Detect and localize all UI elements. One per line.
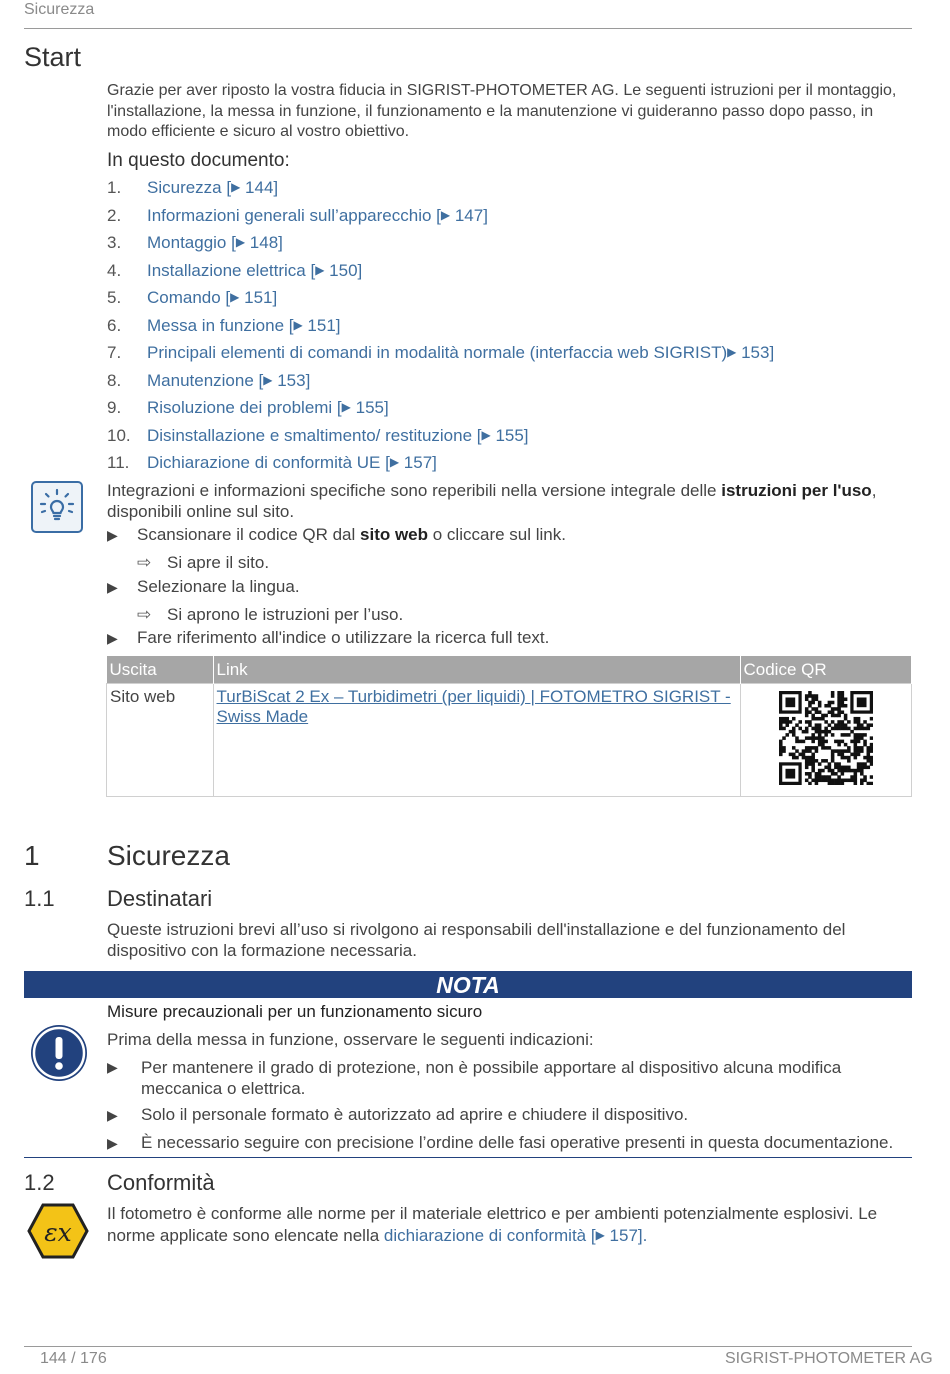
toc-item[interactable] <box>107 426 907 454</box>
page-pointer-icon: ▶ <box>440 207 451 222</box>
triangle-bullet-icon: ▶ <box>107 1135 118 1151</box>
subsection-title: Conformità <box>107 1170 215 1195</box>
qr-code-icon[interactable] <box>779 691 873 785</box>
destinatari-paragraph: Queste istruzioni brevi all’uso si rivolgono ai responsabili dell'installazione e del funzionamento del dispositivo con la formazione necessaria. <box>107 920 846 960</box>
toc-item[interactable] <box>107 233 907 261</box>
step-item: ▶ Selezionare la lingua. <box>107 577 300 596</box>
toc-link[interactable]: Sicurezza [▶ 144] <box>147 178 279 197</box>
section-number: 1 <box>24 840 40 871</box>
page-pointer-icon: ▶ <box>235 235 246 249</box>
page-pointer-icon: ▶ <box>389 455 400 469</box>
table-row <box>107 684 912 797</box>
toc-number: 1. <box>107 178 122 197</box>
toc-number: 5. <box>107 288 122 307</box>
page-number: 144 / 176 <box>40 1350 107 1367</box>
toc-item[interactable] <box>107 178 907 206</box>
exclamation-warning-icon <box>31 1025 87 1081</box>
cell-qr <box>740 684 912 797</box>
ex-atex-icon <box>27 1203 89 1264</box>
cell-link <box>213 684 740 797</box>
triangle-bullet-icon: ▶ <box>107 1107 118 1123</box>
subsection-number: 1.2 <box>24 1170 55 1195</box>
step-item: ▶ Fare riferimento all'indice o utilizzare la ricerca full text. <box>107 628 550 647</box>
footer-company: SIGRIST-PHOTOMETER AG <box>725 1350 933 1367</box>
nota-item: ▶ Per mantenere il grado di protezione, non è possibile apportare al dispositivo alcuna modifica meccanica o elettrica. <box>107 1058 842 1098</box>
page-pointer-icon: ▶ <box>727 345 737 359</box>
website-link[interactable]: TurBiScat 2 Ex – Turbidimetri (per liquidi) | FOTOMETRO SIGRIST - Swiss Made <box>216 687 731 726</box>
toc-number: 6. <box>107 315 122 335</box>
toc-link[interactable]: Installazione elettrica [▶ 150] <box>147 260 363 280</box>
column-header-uscita: Uscita <box>107 656 214 684</box>
cell-uscita: Sito web <box>107 684 214 797</box>
toc-link[interactable]: Comando [▶ 151] <box>147 288 278 307</box>
nota-subtitle: Misure precauzionali per un funzionamento sicuro <box>107 1002 483 1021</box>
nota-banner: NOTA <box>24 971 912 998</box>
page-pointer-icon: ▶ <box>293 317 303 332</box>
toc-number: 7. <box>107 343 122 362</box>
table-of-contents <box>107 178 907 481</box>
result-arrow-icon: ⇨ <box>137 553 152 572</box>
page-pointer-icon: ▶ <box>595 1227 605 1242</box>
running-header: Sicurezza <box>24 1 95 18</box>
result-item: ⇨ Si apre il sito. <box>137 553 270 572</box>
toc-number: 8. <box>107 370 122 390</box>
triangle-bullet-icon: ▶ <box>107 630 118 646</box>
nota-item: ▶ È necessario seguire con precisione l’ordine delle fasi operative presenti in questa documentazione. <box>107 1133 894 1152</box>
subsection-title: Destinatari <box>107 886 213 911</box>
start-heading: Start <box>24 42 82 72</box>
toc-number: 2. <box>107 205 122 225</box>
toc-item[interactable] <box>107 343 907 371</box>
toc-item[interactable] <box>107 206 907 234</box>
intro-paragraph: Grazie per aver riposto la vostra fiducia in SIGRIST-PHOTOMETER AG. Le seguenti istruzioni per il montaggio, l'installazione, la messa in funzione, il funzionamento e la manutenzione vi guideranno passo dopo passo, in modo efficiente e sicuro al vostro obiettivo. <box>107 82 897 140</box>
toc-number: 11. <box>107 453 130 472</box>
links-table <box>106 656 912 797</box>
result-arrow-icon: ⇨ <box>137 605 152 624</box>
page-pointer-icon: ▶ <box>231 180 241 194</box>
column-header-qr: Codice QR <box>740 656 912 684</box>
result-item: ⇨ Si aprono le istruzioni per l’uso. <box>137 605 404 624</box>
page-pointer-icon: ▶ <box>481 427 491 442</box>
info-paragraph: Integrazioni e informazioni specifiche sono reperibili nella versione integrale delle istruzioni per l'uso, disponibili online sul sito. <box>107 481 877 521</box>
toc-item[interactable] <box>107 371 907 399</box>
page-pointer-icon: ▶ <box>230 290 240 304</box>
toc-item[interactable] <box>107 398 907 426</box>
toc-link[interactable]: Montaggio [▶ 148] <box>147 233 283 252</box>
toc-number: 10. <box>107 425 131 445</box>
toc-item[interactable] <box>107 316 907 344</box>
toc-link[interactable]: Messa in funzione [▶ 151] <box>147 315 341 335</box>
toc-item[interactable] <box>107 261 907 289</box>
toc-number: 9. <box>107 398 122 417</box>
page-pointer-icon: ▶ <box>315 262 325 277</box>
conformity-link[interactable]: dichiarazione di conformità [▶ 157] <box>383 1225 643 1245</box>
lightbulb-info-icon <box>31 481 83 533</box>
toc-item[interactable] <box>107 453 907 481</box>
toc-link[interactable]: Informazioni generali sull’apparecchio [▶ 147] <box>147 205 488 225</box>
subsection-number: 1.1 <box>24 886 55 911</box>
toc-number: 3. <box>107 233 122 252</box>
section-title: Sicurezza <box>107 840 230 871</box>
toc-link[interactable]: Principali elementi di comandi in modalità normale (interfaccia web SIGRIST)▶ 153] <box>147 343 775 362</box>
nota-bottom-rule <box>24 1157 912 1158</box>
nota-intro: Prima della messa in funzione, osservare le seguenti indicazioni: <box>107 1030 594 1049</box>
triangle-bullet-icon: ▶ <box>107 1059 118 1075</box>
toc-link[interactable]: Manutenzione [▶ 153] <box>147 370 311 390</box>
svg-text:εx: εx <box>44 1218 72 1247</box>
page-pointer-icon: ▶ <box>341 400 351 414</box>
page-pointer-icon: ▶ <box>263 372 273 387</box>
header-rule <box>24 28 912 29</box>
column-header-link: Link <box>213 656 740 684</box>
toc-link[interactable]: Risoluzione dei problemi [▶ 155] <box>147 398 389 417</box>
toc-number: 4. <box>107 260 122 280</box>
toc-title: In questo documento: <box>107 150 290 171</box>
table-header-row <box>107 656 912 684</box>
toc-link[interactable]: Disinstallazione e smaltimento/ restituzione [▶ 155] <box>147 425 529 445</box>
nota-item: ▶ Solo il personale formato è autorizzato ad aprire e chiudere il dispositivo. <box>107 1105 689 1124</box>
toc-item[interactable] <box>107 288 907 316</box>
triangle-bullet-icon: ▶ <box>107 579 118 595</box>
step-item: ▶ Scansionare il codice QR dal sito web o cliccare sul link. <box>107 525 566 544</box>
conformita-paragraph: Il fotometro è conforme alle norme per il materiale elettrico e per ambienti potenzialmente esplosivi. Le norme applicate sono elencate nella dichiarazione di conformità [▶ 157]. <box>107 1204 878 1245</box>
triangle-bullet-icon: ▶ <box>107 527 118 543</box>
footer-rule <box>24 1346 912 1347</box>
toc-link[interactable]: Dichiarazione di conformità UE [▶ 157] <box>147 453 437 472</box>
